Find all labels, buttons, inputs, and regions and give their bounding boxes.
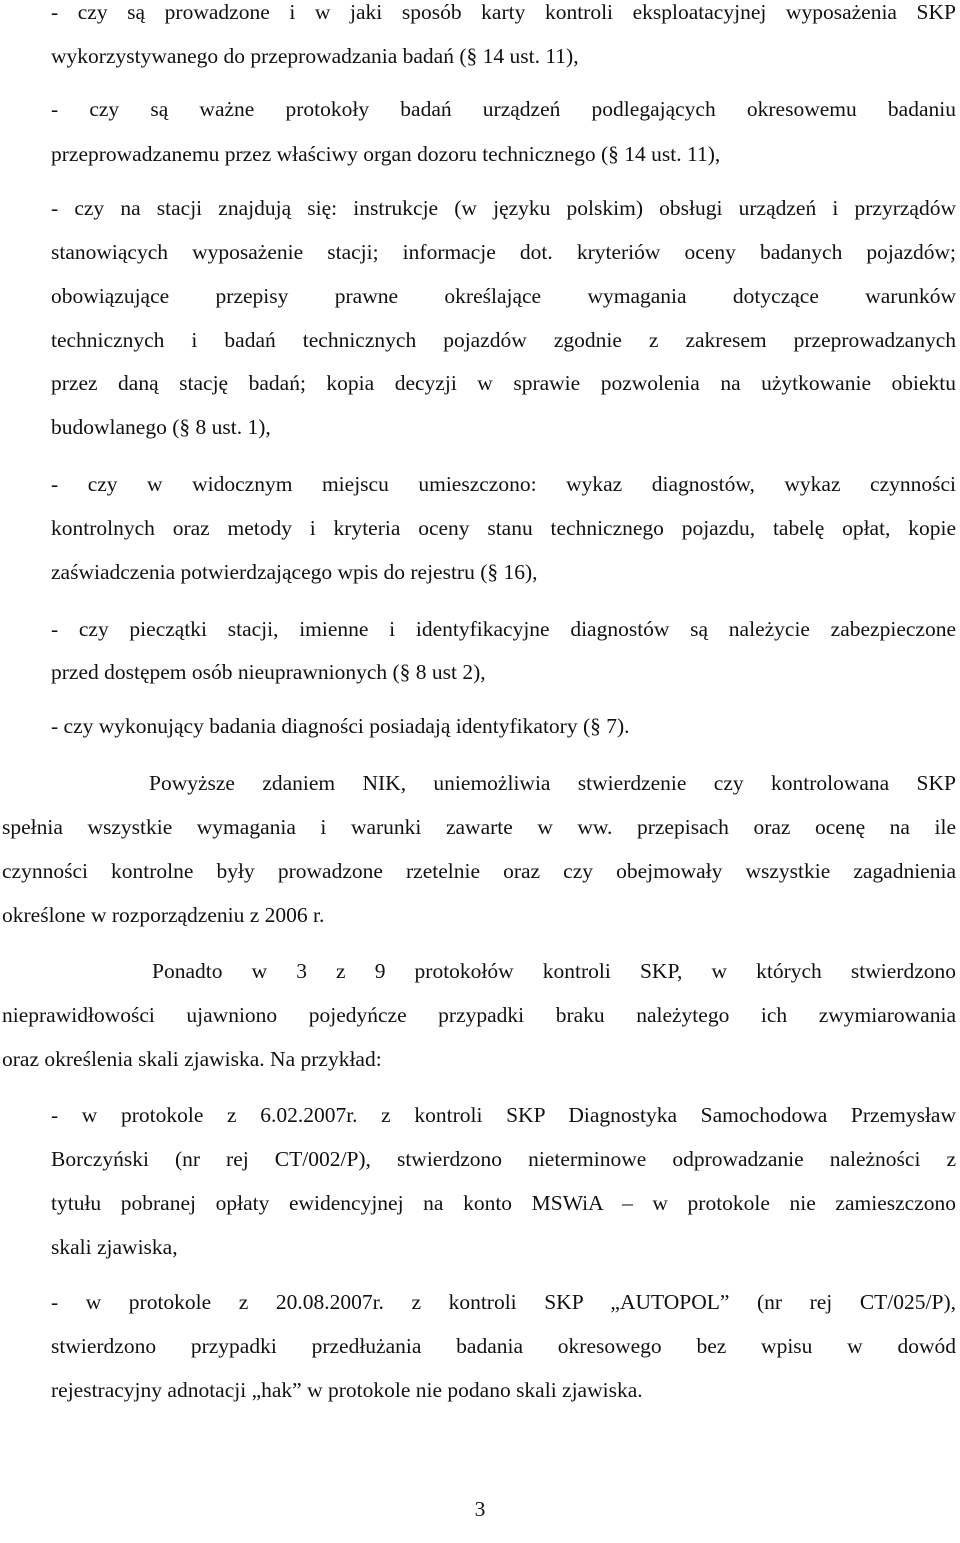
text-line: określone w rozporządzeniu z 2006 r. <box>2 903 325 927</box>
text-line: czynności kontrolne były prowadzone rzetelnie oraz czy obejmowały wszystkie zagadnienia <box>2 859 956 883</box>
text-line: wykorzystywanego do przeprowadzania badań (§ 14 ust. 11), <box>51 44 579 68</box>
text-line: spełnia wszystkie wymagania i warunki zawarte w ww. przepisach oraz ocenę na ile <box>2 815 956 839</box>
text-line: - czy pieczątki stacji, imienne i identyfikacyjne diagnostów są należycie zabezpieczone <box>51 617 956 641</box>
text-line: Borczyński (nr rej CT/002/P), stwierdzono nieterminowe odprowadzanie należności z <box>51 1147 956 1171</box>
text-line: oraz określenia skali zjawiska. Na przykład: <box>2 1047 382 1071</box>
text-line: tytułu pobranej opłaty ewidencyjnej na konto MSWiA – w protokole nie zamieszczono <box>51 1191 956 1215</box>
text-line: rejestracyjny adnotacji „hak” w protokole nie podano skali zjawiska. <box>51 1378 643 1402</box>
text-line: technicznych i badań technicznych pojazdów zgodnie z zakresem przeprowadzanych <box>51 328 956 352</box>
page-number: 3 <box>474 1497 486 1521</box>
text-line: budowlanego (§ 8 ust. 1), <box>51 415 271 439</box>
text-line: stwierdzono przypadki przedłużania badania okresowego bez wpisu w dowód <box>51 1334 956 1358</box>
text-line: kontrolnych oraz metody i kryteria oceny stanu technicznego pojazdu, tabelę opłat, kopie <box>51 516 956 540</box>
text-line: - w protokole z 6.02.2007r. z kontroli SKP Diagnostyka Samochodowa Przemysław <box>51 1103 956 1127</box>
text-line: przez daną stację badań; kopia decyzji w sprawie pozwolenia na użytkowanie obiektu <box>51 371 956 395</box>
text-line: - czy w widocznym miejscu umieszczono: wykaz diagnostów, wykaz czynności <box>51 472 956 496</box>
text-line: stanowiących wyposażenie stacji; informacje dot. kryteriów oceny badanych pojazdów; <box>51 240 956 264</box>
text-line: skali zjawiska, <box>51 1235 178 1259</box>
text-line: przeprowadzanemu przez właściwy organ dozoru technicznego (§ 14 ust. 11), <box>51 142 721 166</box>
text-line: - czy są prowadzone i w jaki sposób karty kontroli eksploatacyjnej wyposażenia SKP <box>51 0 956 24</box>
text-line: przed dostępem osób nieuprawnionych (§ 8 ust 2), <box>51 660 486 684</box>
text-line: Powyższe zdaniem NIK, uniemożliwia stwierdzenie czy kontrolowana SKP <box>149 771 956 795</box>
text-line: obowiązujące przepisy prawne określające wymagania dotyczące warunków <box>51 284 956 308</box>
text-line: Ponadto w 3 z 9 protokołów kontroli SKP, w których stwierdzono <box>152 959 956 983</box>
text-line: - w protokole z 20.08.2007r. z kontroli SKP „AUTOPOL” (nr rej CT/025/P), <box>51 1290 956 1314</box>
text-line: - czy na stacji znajdują się: instrukcje (w języku polskim) obsługi urządzeń i przyrządów <box>51 196 956 220</box>
text-line: nieprawidłowości ujawniono pojedyńcze przypadki braku należytego ich zwymiarowania <box>2 1003 956 1027</box>
text-line: - czy są ważne protokoły badań urządzeń podlegających okresowemu badaniu <box>51 97 956 121</box>
text-line: - czy wykonujący badania diagności posiadają identyfikatory (§ 7). <box>51 714 630 738</box>
text-line: zaświadczenia potwierdzającego wpis do rejestru (§ 16), <box>51 560 538 584</box>
